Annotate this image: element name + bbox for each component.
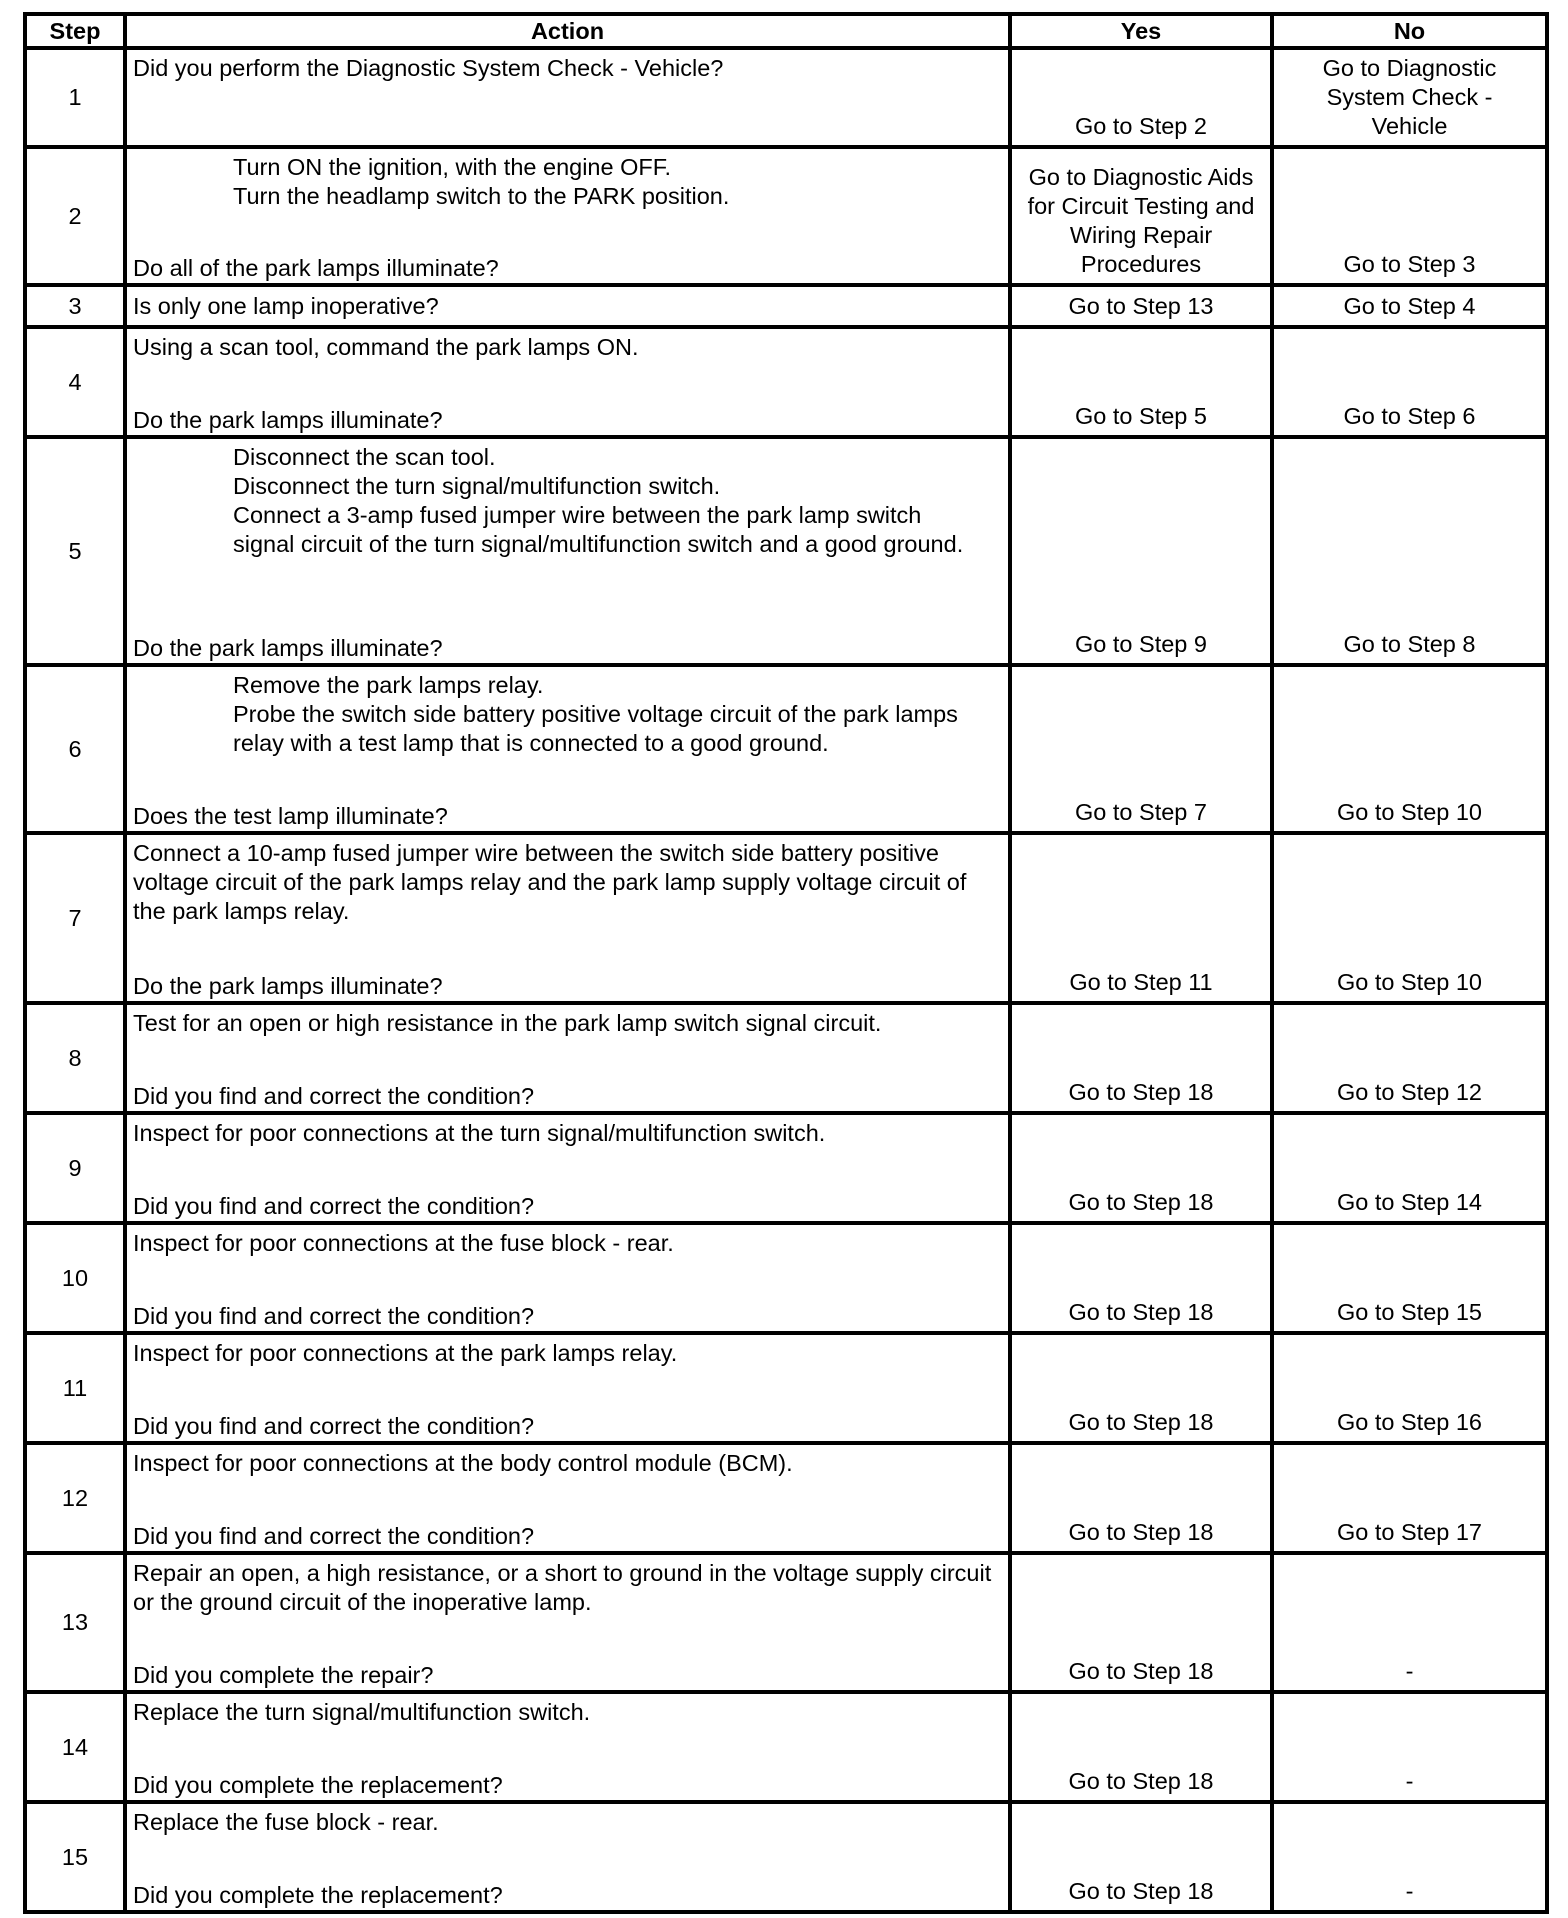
yes-result: Go to Step 18: [1010, 1333, 1272, 1443]
step-number: 9: [25, 1113, 125, 1223]
action-instructions: [133, 671, 1002, 758]
yes-result: Go to Step 18: [1010, 1443, 1272, 1553]
yes-result: Go to Step 7: [1010, 665, 1272, 833]
yes-result: Go to Step 18: [1010, 1003, 1272, 1113]
no-result: Go to Step 16: [1272, 1333, 1547, 1443]
action-cell: [125, 1802, 1010, 1912]
table-row: [25, 285, 1547, 327]
action-question: Did you complete the replacement?: [133, 1882, 503, 1908]
action-question: Did you find and correct the condition?: [133, 1523, 535, 1549]
step-number: 3: [25, 285, 125, 327]
instruction-line: Replace the fuse block - rear.: [133, 1809, 439, 1835]
action-instructions: [133, 443, 1002, 559]
action-cell: [125, 48, 1010, 147]
no-result: [1272, 48, 1547, 147]
action-cell: [125, 665, 1010, 833]
action-cell: [125, 327, 1010, 437]
instruction-line: Inspect for poor connections at the park lamps relay.: [133, 1340, 678, 1366]
header-no: No: [1272, 14, 1547, 48]
action-question: Did you perform the Diagnostic System Check - Vehicle?: [133, 55, 724, 81]
yes-result: Go to Step 18: [1010, 1692, 1272, 1802]
action-cell: [125, 833, 1010, 1003]
action-question: Did you complete the replacement?: [133, 1772, 503, 1798]
step-number: 4: [25, 327, 125, 437]
no-result: Go to Step 15: [1272, 1223, 1547, 1333]
table-row: [25, 1113, 1547, 1223]
table-row: [25, 833, 1547, 1003]
action-question: Did you find and correct the condition?: [133, 1303, 535, 1329]
yes-result: Go to Step 5: [1010, 327, 1272, 437]
action-instructions: [133, 153, 1002, 211]
table-row: [25, 48, 1547, 147]
action-question: Did you find and correct the condition?: [133, 1083, 535, 1109]
step-number: 6: [25, 665, 125, 833]
table-row: [25, 437, 1547, 665]
table-row: [25, 665, 1547, 833]
action-question: Did you find and correct the condition?: [133, 1193, 535, 1219]
table-row: [25, 147, 1547, 285]
instruction-line: Inspect for poor connections at the turn signal/multifunction switch.: [133, 1120, 826, 1146]
instruction-line: Disconnect the scan tool.: [233, 444, 496, 470]
action-cell: [125, 1113, 1010, 1223]
instruction-line: Disconnect the turn signal/multifunction switch.: [233, 473, 721, 499]
yes-result: Go to Step 13: [1010, 285, 1272, 327]
table-row: [25, 1223, 1547, 1333]
instruction-line: Connect a 10-amp fused jumper wire between the switch side battery positive voltage circuit of the park lamps relay and the park lamp supply voltage circuit of the park lamps relay.: [133, 840, 967, 924]
table-row: [25, 1333, 1547, 1443]
action-question: Is only one lamp inoperative?: [133, 292, 439, 319]
no-result: -: [1272, 1553, 1547, 1692]
instruction-line: Test for an open or high resistance in the park lamp switch signal circuit.: [133, 1010, 882, 1036]
action-question: Do the park lamps illuminate?: [133, 973, 443, 999]
yes-result: Go to Step 18: [1010, 1553, 1272, 1692]
instruction-line: Replace the turn signal/multifunction switch.: [133, 1699, 591, 1725]
table-row: [25, 1553, 1547, 1692]
action-question: Did you find and correct the condition?: [133, 1413, 535, 1439]
step-number: 11: [25, 1333, 125, 1443]
action-question: Does the test lamp illuminate?: [133, 803, 448, 829]
action-cell: [125, 1223, 1010, 1333]
no-result: Go to Step 10: [1272, 833, 1547, 1003]
header-action: Action: [125, 14, 1010, 48]
yes-result: Go to Step 2: [1010, 48, 1272, 147]
action-cell: [125, 147, 1010, 285]
yes-result: [1010, 147, 1272, 285]
instruction-line: Inspect for poor connections at the body control module (BCM).: [133, 1450, 793, 1476]
diagnostic-table: [23, 12, 1549, 1914]
instruction-line: Inspect for poor connections at the fuse block - rear.: [133, 1230, 674, 1256]
table-row: [25, 1003, 1547, 1113]
step-number: 12: [25, 1443, 125, 1553]
header-row: [25, 14, 1547, 48]
instruction-line: Repair an open, a high resistance, or a short to ground in the voltage supply circuit or the ground circuit of the inoperative lamp.: [133, 1560, 992, 1615]
table-row: [25, 1692, 1547, 1802]
action-question: Do all of the park lamps illuminate?: [133, 255, 499, 281]
no-result: Go to Step 14: [1272, 1113, 1547, 1223]
action-question: Do the park lamps illuminate?: [133, 407, 443, 433]
step-number: 7: [25, 833, 125, 1003]
table-row: [25, 1802, 1547, 1912]
no-result: Go to Step 6: [1272, 327, 1547, 437]
step-number: 15: [25, 1802, 125, 1912]
no-result: Go to Step 3: [1272, 147, 1547, 285]
table-row: [25, 327, 1547, 437]
yes-result: Go to Step 18: [1010, 1802, 1272, 1912]
no-result: -: [1272, 1802, 1547, 1912]
table-row: [25, 1443, 1547, 1553]
header-yes: Yes: [1010, 14, 1272, 48]
instruction-line: Connect a 3-amp fused jumper wire between the park lamp switch signal circuit of the turn signal/multifunction switch and a good ground.: [233, 502, 964, 557]
no-result: Go to Step 4: [1272, 285, 1547, 327]
step-number: 5: [25, 437, 125, 665]
step-number: 10: [25, 1223, 125, 1333]
action-cell: [125, 1003, 1010, 1113]
header-step: Step: [25, 14, 125, 48]
no-result-text: Go to Diagnostic System Check - Vehicle: [1322, 55, 1497, 139]
action-cell: [125, 1553, 1010, 1692]
step-number: 14: [25, 1692, 125, 1802]
action-cell: [125, 437, 1010, 665]
yes-result: Go to Step 11: [1010, 833, 1272, 1003]
yes-result: Go to Step 18: [1010, 1223, 1272, 1333]
action-cell: [125, 285, 1010, 327]
yes-result-text: Go to Diagnostic Aids for Circuit Testing and Wiring Repair Procedures: [1027, 164, 1255, 277]
no-result: Go to Step 12: [1272, 1003, 1547, 1113]
instruction-line: Probe the switch side battery positive voltage circuit of the park lamps relay with a test lamp that is connected to a good ground.: [233, 701, 958, 756]
action-question: Did you complete the repair?: [133, 1662, 434, 1688]
yes-result: Go to Step 18: [1010, 1113, 1272, 1223]
yes-result: Go to Step 9: [1010, 437, 1272, 665]
step-number: 1: [25, 48, 125, 147]
action-cell: [125, 1443, 1010, 1553]
action-cell: [125, 1692, 1010, 1802]
no-result: -: [1272, 1692, 1547, 1802]
action-cell: [125, 1333, 1010, 1443]
no-result: Go to Step 17: [1272, 1443, 1547, 1553]
no-result: Go to Step 8: [1272, 437, 1547, 665]
step-number: 8: [25, 1003, 125, 1113]
instruction-line: Turn ON the ignition, with the engine OFF.: [233, 154, 672, 180]
step-number: 13: [25, 1553, 125, 1692]
no-result: Go to Step 10: [1272, 665, 1547, 833]
step-number: 2: [25, 147, 125, 285]
instruction-line: Remove the park lamps relay.: [233, 672, 544, 698]
instruction-line: Using a scan tool, command the park lamps ON.: [133, 334, 639, 360]
instruction-line: Turn the headlamp switch to the PARK position.: [233, 183, 730, 209]
action-question: Do the park lamps illuminate?: [133, 635, 443, 661]
